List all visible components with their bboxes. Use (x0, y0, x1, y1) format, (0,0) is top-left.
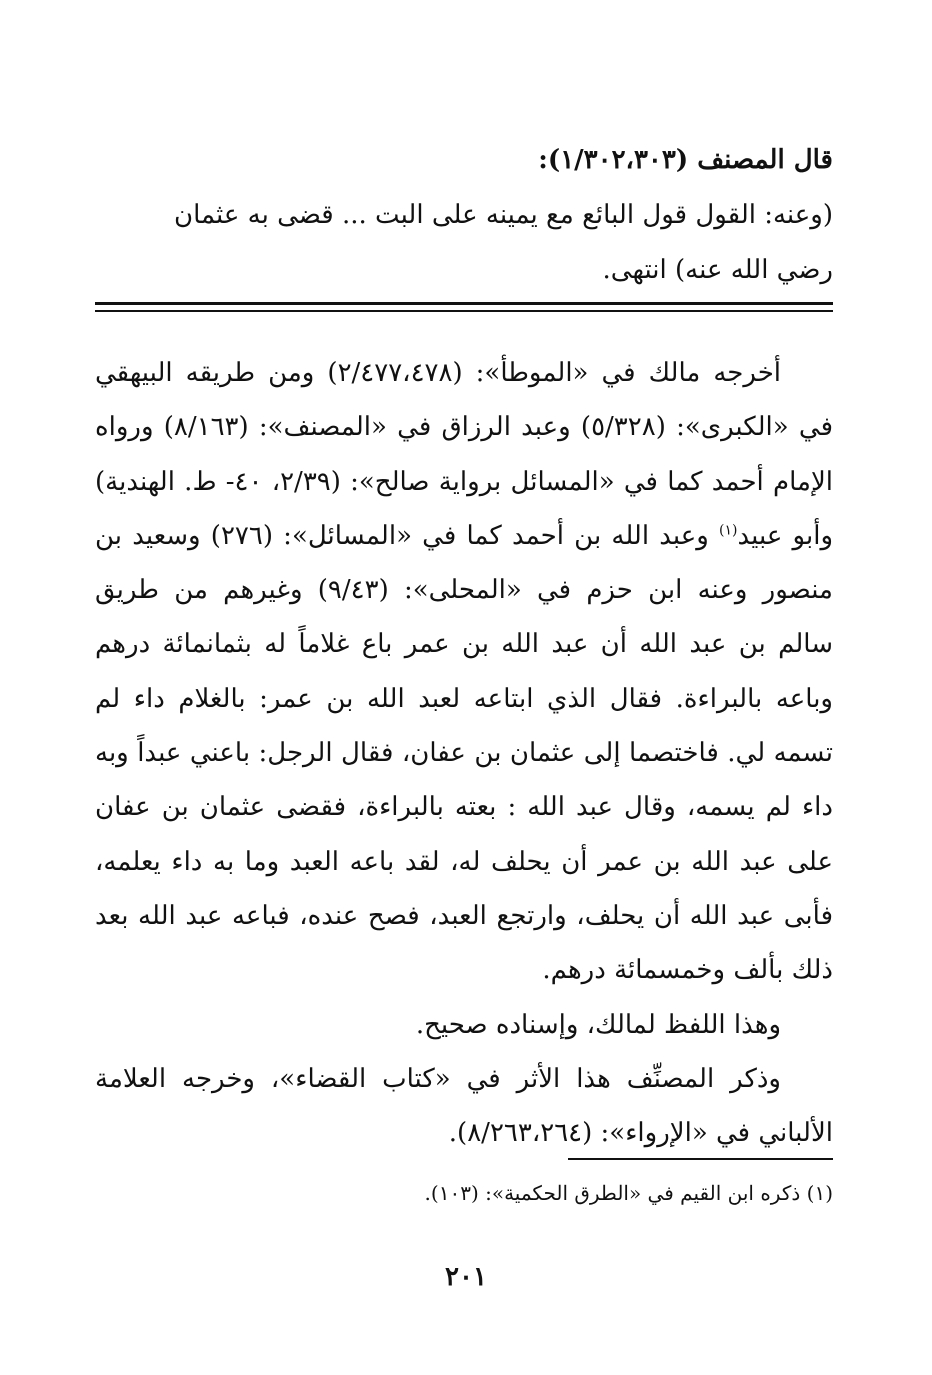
divider-thick (95, 302, 833, 305)
quote-line-2: رضي الله عنه) انتهى. (602, 255, 833, 285)
footnote-text: (١) ذكره ابن القيم في «الطرق الحكمية»: (١٠٣). (424, 1181, 833, 1205)
paragraph-takhrij-part-1: أخرجه مالك في «الموطأ»: (٢/٤٧٧،٤٧٨) ومن طريقه البيهقي في «الكبرى»: (٥/٣٢٨) وعبد الرزاق في «المصنف»: (٨/١٦٣) ورواه الإمام أحمد كما في «المسائل برواية صالح»: (٢/٣٩، ٤٠- ط. الهندية) وأبو عبيد (95, 358, 834, 551)
page-number: ٢٠١ (445, 1262, 487, 1292)
footnote-divider (568, 1158, 833, 1160)
paragraph-takhrij-part-2: وعبد الله بن أحمد كما في «المسائل»: (٢٧٦) وسعيد بن منصور وعنه ابن حزم في «المحلى»: (٩/٤٣) وغيرهم من طريق سالم بن عبد الله أن عبد الله بن عمر باع غلاماً له بثمانمائة درهم وباعه بالبراءة. فقال الذي ابتاعه لعبد الله بن عمر: بالغلام داء لم تسمه لي. فاختصما إلى عثمان بن عفان، فقال الرجل: باعني عبداً وبه داء لم يسمه، وقال عبد الله : بعته بالبراءة، فقضى عثمان بن عفان على عبد الله بن عمر أن يحلف له، لقد باعه العبد وما به داء يعلمه، فأبى عبد الله أن يحلف، وارتجع العبد، فصح عنده، فباعه عبد الله بعد ذلك بألف وخمسمائة درهم. (95, 520, 833, 986)
quote-line-1: (وعنه: القول قول البائع مع يمينه على البت ... قضى به عثمان (173, 200, 833, 230)
section-heading: قال المصنف (١/٣٠٢،٣٠٣): (538, 145, 833, 175)
paragraph-takhrij (95, 346, 833, 998)
quoted-text (95, 188, 833, 298)
paragraph-wording: وهذا اللفظ لمالك، وإسناده صحيح. (415, 1009, 781, 1040)
commentary-body (95, 346, 833, 1160)
footnote-marker[interactable]: (١) (719, 522, 738, 539)
divider-thin (95, 310, 833, 312)
paragraph-mention: وذكر المصنِّف هذا الأثر في «كتاب القضاء»، وخرجه العلامة الألباني في «الإرواء»: (٨/٢٦٣،٢٦٤). (95, 1063, 833, 1149)
